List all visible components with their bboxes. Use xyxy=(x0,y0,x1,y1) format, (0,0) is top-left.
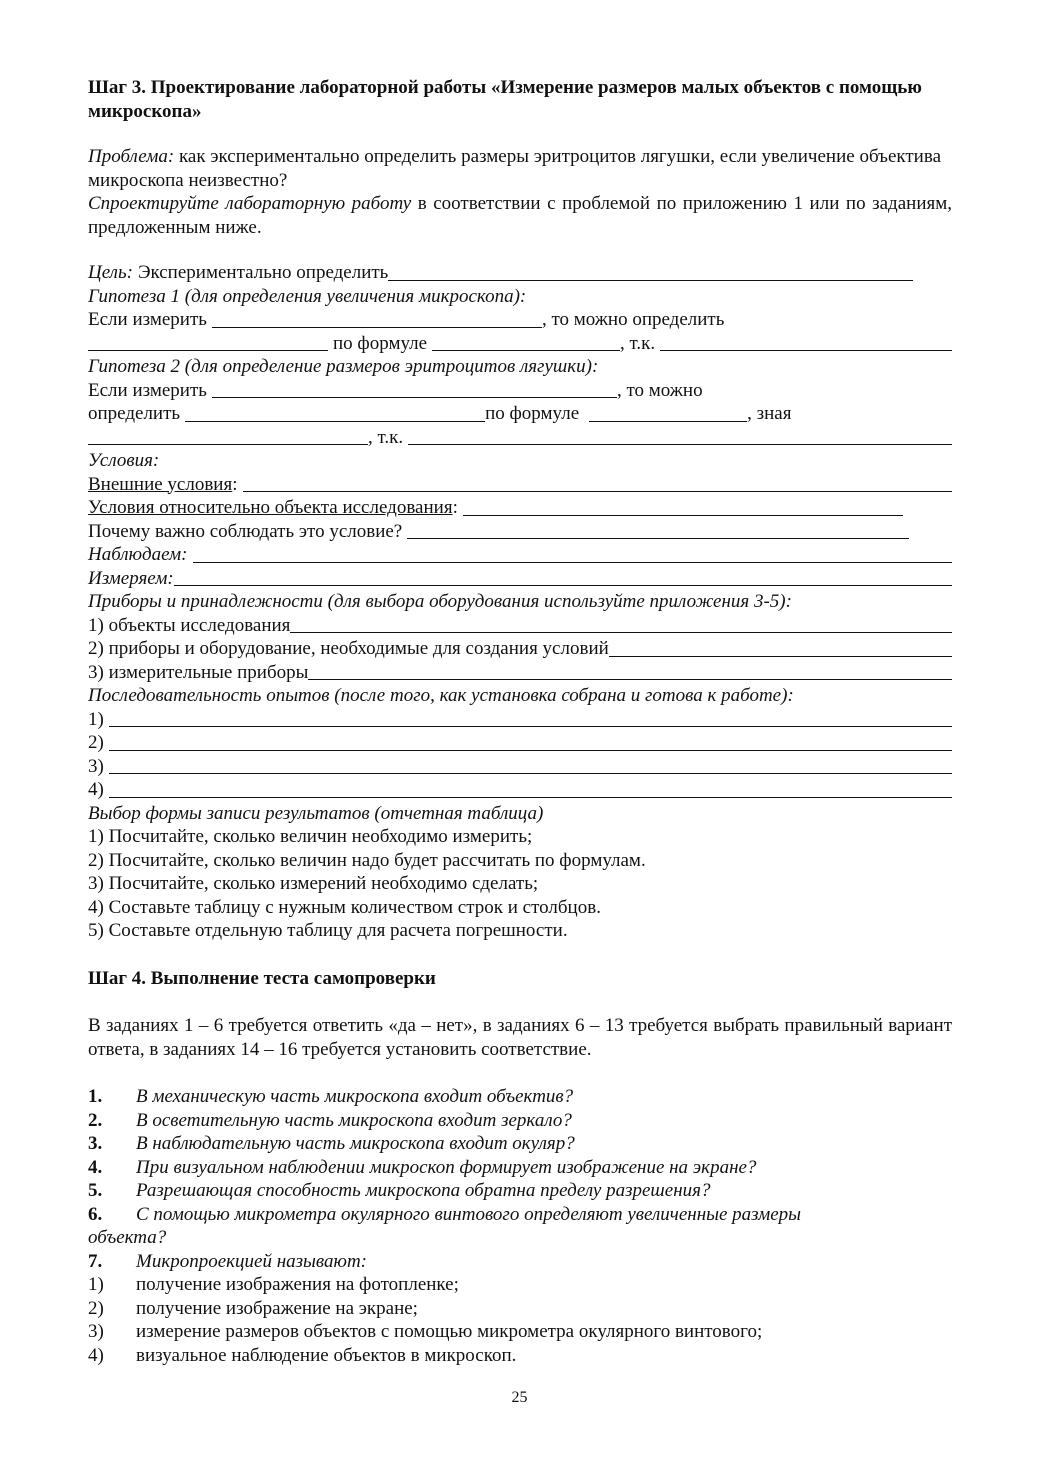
question-1 xyxy=(88,1085,952,1109)
observe-label: Наблюдаем: xyxy=(88,544,188,565)
question-number: 5. xyxy=(88,1180,103,1201)
sequence-blank[interactable] xyxy=(109,709,952,727)
sequence-item-3 xyxy=(88,755,952,779)
option-number: 2) xyxy=(88,1297,104,1319)
hyp1-row-1 xyxy=(88,308,952,332)
step3-title: Шаг 3. Проектирование лабораторной работы «Измерение размеров малых объектов с помощью микроскопа» xyxy=(88,77,922,122)
question-text: Микропроекцией называют: xyxy=(136,1250,367,1272)
design-paragraph xyxy=(88,192,952,239)
question-text: При визуальном наблюдении микроскоп формирует изображение на экране? xyxy=(136,1156,757,1178)
record-item: 4) Составьте таблицу с нужным количеством строк и столбцов. xyxy=(88,896,601,918)
tk-text-2: , т.к. xyxy=(368,426,404,448)
question-4 xyxy=(88,1156,952,1180)
external-conditions-row: Внешние условия : xyxy=(88,473,952,497)
device-item-label: 3) измерительные приборы xyxy=(88,661,309,683)
then-determine-text: , то можно определить xyxy=(541,309,725,330)
record-form-heading: Выбор формы записи результатов (отчетная таблица) xyxy=(88,802,544,824)
sequence-number: 2) xyxy=(88,732,104,753)
hyp2-row-2 xyxy=(88,402,952,426)
by-formula-text: по формуле xyxy=(333,332,428,354)
hyp2-row-3 xyxy=(88,426,952,450)
sequence-blank[interactable] xyxy=(109,756,952,774)
problem-text: как экспериментально определить размеры эритроцитов лягушки, если увеличение объектива микроскопа неизвестно? xyxy=(88,146,941,191)
step4-intro: В заданиях 1 – 6 требуется ответить «да – нет», в заданиях 6 – 13 требуется выбрать правильный вариант ответа, в заданиях 14 – 16 требуется установить соответствие. xyxy=(88,1015,952,1060)
observe-row xyxy=(88,543,952,567)
device-item-1 xyxy=(88,614,952,638)
hyp1-measure-blank[interactable] xyxy=(212,310,542,328)
option-text: визуальное наблюдение объектов в микроскоп. xyxy=(136,1344,517,1366)
option-text: получение изображения на фотопленке; xyxy=(136,1274,459,1295)
problem-label: Проблема: xyxy=(88,146,175,167)
sequence-item-1 xyxy=(88,708,952,732)
record-item: 3) Посчитайте, сколько измерений необходимо сделать; xyxy=(88,873,539,894)
option-text: получение изображение на экране; xyxy=(136,1297,418,1319)
question-number: 7. xyxy=(88,1250,103,1272)
device-item-blank[interactable] xyxy=(308,662,952,680)
object-conditions-blank[interactable] xyxy=(463,498,903,516)
conditions-heading: Условия: xyxy=(88,450,160,471)
record-item: 5) Составьте отдельную таблицу для расчета погрешности. xyxy=(88,920,568,941)
question-number: 3. xyxy=(88,1133,103,1154)
hyp2-reason-blank[interactable] xyxy=(408,427,952,445)
measure-row xyxy=(88,567,952,591)
question-text: В осветительную часть микроскопа входит зеркало? xyxy=(136,1109,572,1131)
sequence-number: 1) xyxy=(88,708,104,730)
device-item-label: 2) приборы и оборудование, необходимые для создания условий xyxy=(88,638,609,659)
answer-option-4[interactable] xyxy=(88,1344,952,1368)
sequence-item-2 xyxy=(88,731,952,755)
hypothesis-1: Гипотеза 1 (для определения увеличения микроскопа): xyxy=(88,285,527,307)
external-conditions-label: Внешние условия xyxy=(88,473,233,495)
why-important-row xyxy=(88,520,952,544)
by-formula-text-2: по формуле xyxy=(485,403,580,424)
question-number: 6. xyxy=(88,1203,103,1225)
design-label: Спроектируйте лабораторную работу xyxy=(88,193,412,214)
question-2 xyxy=(88,1109,952,1133)
goal-blank[interactable] xyxy=(388,263,913,281)
answer-option-3[interactable] xyxy=(88,1320,952,1344)
answer-option-1[interactable] xyxy=(88,1273,952,1297)
hyp1-formula-blank[interactable] xyxy=(432,333,620,351)
record-item: 1) Посчитайте, сколько величин необходимо измерить; xyxy=(88,826,533,847)
hyp2-quantity-blank[interactable] xyxy=(185,404,485,422)
option-number: 3) xyxy=(88,1321,104,1342)
sequence-blank[interactable] xyxy=(109,733,952,751)
question-text: В механическую часть микроскопа входит объектив? xyxy=(136,1086,574,1107)
observe-blank[interactable] xyxy=(193,545,952,563)
if-measure-text-2: Если измерить xyxy=(88,379,207,401)
device-item-blank[interactable] xyxy=(290,615,952,633)
then-can-text: , то можно xyxy=(616,379,703,401)
device-item-2 xyxy=(88,637,952,661)
goal-text: Экспериментально определить xyxy=(137,262,389,283)
hypothesis-2: Гипотеза 2 (для определение размеров эритроцитов лягушки): xyxy=(88,356,599,377)
question-text: В наблюдательную часть микроскопа входит окуляр? xyxy=(136,1133,575,1154)
option-text: измерение размеров объектов с помощью микрометра окулярного винтового; xyxy=(136,1321,763,1342)
answer-option-2[interactable] xyxy=(88,1297,952,1321)
question-number: 1. xyxy=(88,1086,103,1107)
sequence-number: 4) xyxy=(88,779,104,800)
question-number: 2. xyxy=(88,1109,103,1131)
hyp2-known-blank[interactable] xyxy=(88,427,368,445)
why-important-blank[interactable] xyxy=(407,521,909,539)
external-conditions-blank[interactable] xyxy=(243,474,953,492)
determine-text: определить xyxy=(88,403,181,424)
measure-blank[interactable] xyxy=(174,568,952,586)
question-text: С помощью микрометра окулярного винтового определяют увеличенные размеры xyxy=(136,1203,802,1225)
goal-label: Цель: xyxy=(88,262,133,283)
object-conditions-row: Условия относительно объекта исследования : xyxy=(88,496,952,520)
hyp2-measure-blank[interactable] xyxy=(212,380,617,398)
problem-paragraph xyxy=(88,145,952,192)
question-text: Разрешающая способность микроскопа обратна пределу разрешения? xyxy=(136,1180,711,1201)
question-6 xyxy=(88,1203,952,1227)
goal-row xyxy=(88,261,952,285)
hyp1-row-2 xyxy=(88,332,952,356)
sequence-heading: Последовательность опытов (после того, как установка собрана и готова к работе): xyxy=(88,685,794,706)
hyp1-reason-blank[interactable] xyxy=(660,333,952,351)
sequence-item-4 xyxy=(88,778,952,802)
question-6-continuation: объекта? xyxy=(88,1227,167,1248)
page-number: 25 xyxy=(511,1389,528,1406)
question-5 xyxy=(88,1179,952,1203)
device-item-3 xyxy=(88,661,952,685)
measure-label: Измеряем: xyxy=(88,567,174,589)
record-item: 2) Посчитайте, сколько величин надо будет рассчитать по формулам. xyxy=(88,849,646,871)
document-page xyxy=(88,76,952,1367)
step4-title: Шаг 4. Выполнение теста самопроверки xyxy=(88,967,436,989)
device-item-label: 1) объекты исследования xyxy=(88,614,291,636)
design-text: в соответствии с проблемой по приложению 1 или по заданиям, предложенным ниже. xyxy=(88,193,953,238)
hyp2-row-1 xyxy=(88,379,952,403)
knowing-text: , зная xyxy=(747,403,792,424)
question-7 xyxy=(88,1250,952,1274)
devices-heading: Приборы и принадлежности (для выбора оборудования используйте приложения 3-5): xyxy=(88,591,792,612)
if-measure-text: Если измерить xyxy=(88,309,207,330)
sequence-number: 3) xyxy=(88,755,104,777)
device-item-blank[interactable] xyxy=(609,639,952,657)
hyp1-quantity-blank[interactable] xyxy=(88,333,328,351)
tk-text: , т.к. xyxy=(620,332,656,354)
object-conditions-label: Условия относительно объекта исследования xyxy=(88,497,453,518)
option-number: 1) xyxy=(88,1274,104,1295)
sequence-blank[interactable] xyxy=(109,780,952,798)
question-number: 4. xyxy=(88,1156,103,1178)
option-number: 4) xyxy=(88,1344,104,1366)
hyp2-formula-blank[interactable] xyxy=(589,404,747,422)
why-important-label: Почему важно соблюдать это условие? xyxy=(88,520,403,542)
question-3 xyxy=(88,1132,952,1156)
